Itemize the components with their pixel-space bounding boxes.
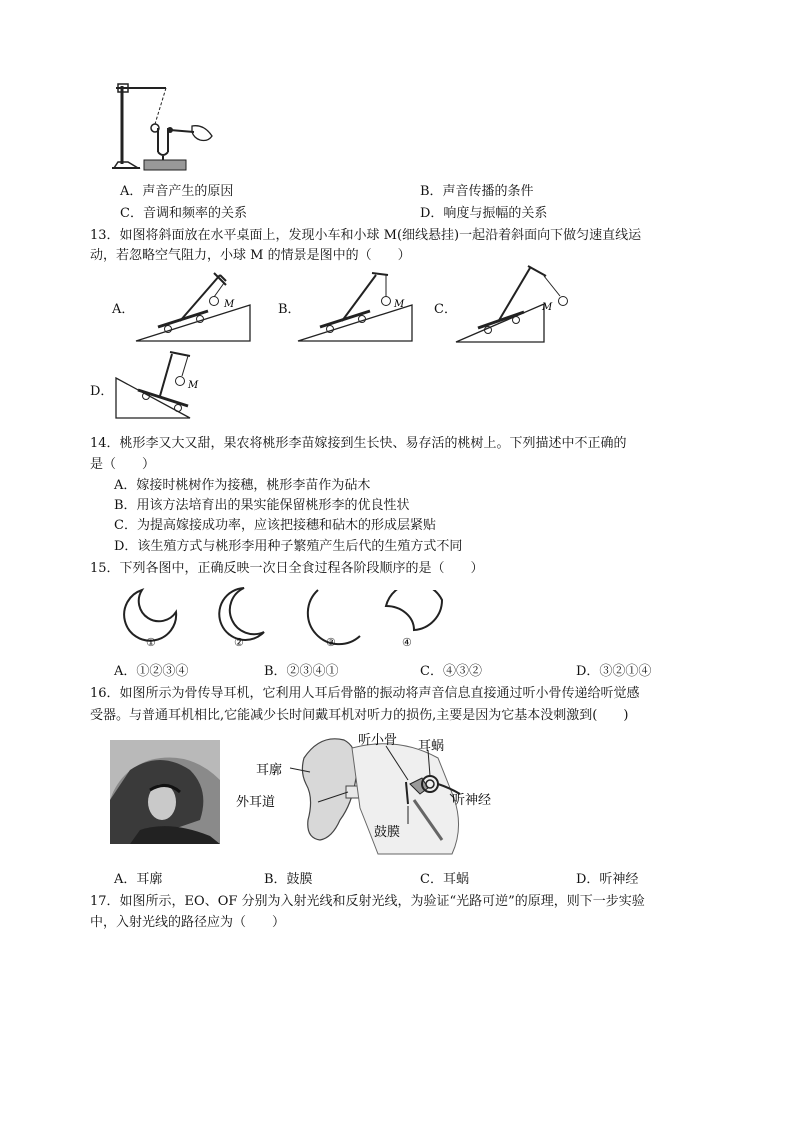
eclipse-phase-4	[382, 590, 446, 640]
q13-option-a-letter[interactable]: A．	[112, 302, 135, 317]
ear-anatomy-diagram	[228, 728, 518, 860]
ball-label: M	[188, 380, 199, 391]
label-auditory-nerve: 听神经	[452, 793, 492, 808]
eclipse-label-4: ④	[402, 636, 412, 649]
q13-option-b-letter[interactable]: B．	[278, 302, 301, 317]
q16-stem-line2: 受器。与普通耳机相比,它能减少长时间戴耳机对听力的损伤,主要是因为它基本没刺激到( )	[90, 708, 629, 723]
q16-stem-line1: 16．如图所示为骨传导耳机，它利用人耳后骨骼的振动将声音信息直接通过听小骨传递给听觉感	[90, 686, 640, 701]
q17-stem-line2: 中，入射光线的路径应为（ ）	[90, 915, 286, 930]
q15-option-d[interactable]: D．③②①④	[576, 664, 652, 679]
q13-option-b-figure[interactable]	[296, 265, 416, 345]
label-pinna: 耳廓	[256, 763, 283, 778]
q13-stem-line2: 动，若忽略空气阻力，小球 M 的情景是图中的（ ）	[90, 248, 411, 263]
eclipse-phase-2	[214, 582, 274, 652]
label-ear-canal: 外耳道	[236, 795, 276, 810]
q12-option-c[interactable]: C．音调和频率的关系	[120, 206, 247, 221]
q13-option-c-figure[interactable]	[454, 262, 580, 346]
q14-option-d[interactable]: D．该生殖方式与桃形李用种子繁殖产生后代的生殖方式不同	[114, 539, 463, 554]
q14-stem-line2: 是（ ）	[90, 457, 156, 472]
q14-stem-line1: 14．桃形李又大又甜，果农将桃形李苗嫁接到生长快、易存活的桃树上。下列描述中不正确的	[90, 436, 627, 451]
ball-label: M	[224, 299, 235, 310]
q17-stem-line1: 17．如图所示，EO、OF 分别为入射光线和反射光线，为验证“光路可逆”的原理，则下一步实验	[90, 894, 645, 909]
q13-option-d-figure[interactable]	[112, 348, 222, 422]
q13-stem-line1: 13．如图将斜面放在水平桌面上，发现小车和小球 M(细线悬挂)一起沿着斜面向下做匀速直线运	[90, 228, 642, 243]
q14-option-a[interactable]: A．嫁接时桃树作为接穗，桃形李苗作为砧木	[114, 478, 371, 493]
q12-option-b[interactable]: B．声音传播的条件	[420, 184, 534, 199]
eclipse-phase-3	[304, 582, 368, 652]
label-cochlea: 耳蜗	[418, 739, 445, 754]
tuning-fork-figure	[108, 80, 220, 174]
ball-label: M	[542, 302, 553, 313]
q12-option-a[interactable]: A．声音产生的原因	[120, 184, 234, 199]
label-ossicles: 听小骨	[358, 733, 398, 748]
q16-option-a[interactable]: A．耳廓	[114, 872, 163, 887]
q13-option-c-letter[interactable]: C．	[434, 302, 457, 317]
label-eardrum: 鼓膜	[374, 825, 401, 840]
q16-option-d[interactable]: D．听神经	[576, 872, 639, 887]
eclipse-label-1: ①	[146, 636, 156, 649]
q14-option-b[interactable]: B．用该方法培育出的果实能保留桃形李的优良性状	[114, 498, 410, 513]
q14-option-c[interactable]: C．为提高嫁接成功率，应该把接穗和砧木的形成层紧贴	[114, 518, 436, 533]
q15-option-c[interactable]: C．④③②	[420, 664, 482, 679]
eclipse-label-2: ②	[234, 636, 244, 649]
ball-label: M	[394, 299, 405, 310]
q16-option-c[interactable]: C．耳蜗	[420, 872, 469, 887]
q16-option-b[interactable]: B．鼓膜	[264, 872, 313, 887]
q13-option-d-letter[interactable]: D．	[90, 384, 114, 399]
q13-option-a-figure[interactable]	[134, 265, 254, 345]
eclipse-label-3: ③	[326, 636, 336, 649]
q15-option-a[interactable]: A．①②③④	[114, 664, 189, 679]
q15-option-b[interactable]: B．②③④①	[264, 664, 339, 679]
bone-conduction-photo	[110, 740, 220, 844]
q12-option-d[interactable]: D．响度与振幅的关系	[420, 206, 548, 221]
q15-stem: 15．下列各图中，正确反映一次日全食过程各阶段顺序的是（ ）	[90, 561, 484, 576]
